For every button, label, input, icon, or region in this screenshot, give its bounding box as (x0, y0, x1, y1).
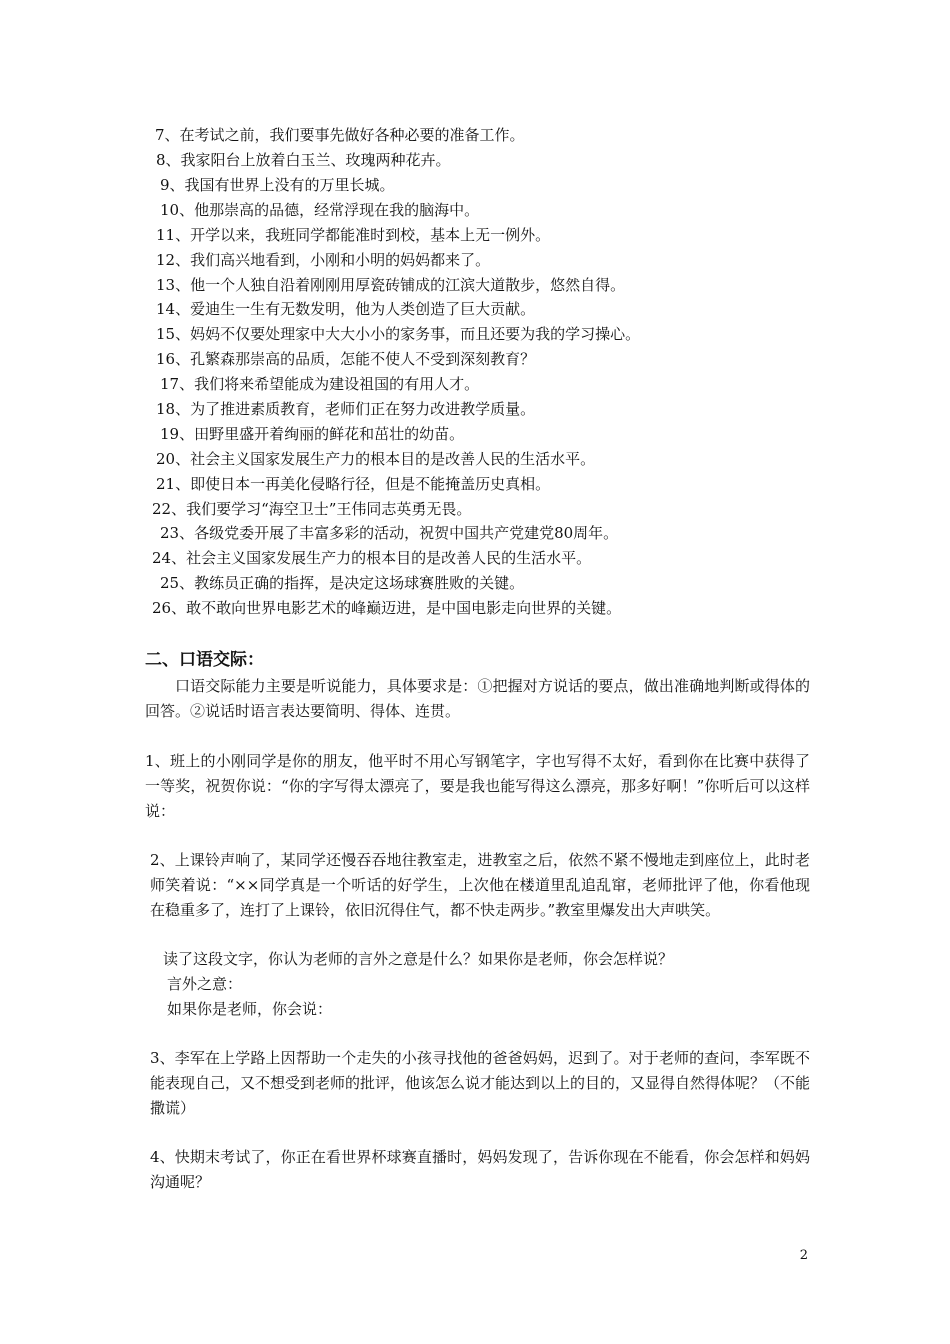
list-item: 17、我们将来希望能成为建设祖国的有用人才。 (160, 375, 480, 393)
question-2-answer-label-teacher: 如果你是老师，你会说： (167, 1000, 333, 1018)
question-3: 3、李军在上学路上因帮助一个走失的小孩寻找他的爸爸妈妈，迟到了。对于老师的查问，李军既不能表现自己，又不想受到老师的批评，他该怎么说才能达到以上的目的，又显得自然得体呢？（不能撒谎） (150, 1049, 811, 1117)
list-item: 14、爱迪生一生有无数发明，他为人类创造了巨大贡献。 (156, 300, 536, 318)
list-item: 10、他那崇高的品德，经常浮现在我的脑海中。 (160, 201, 480, 219)
list-item: 13、他一个人独自沿着刚刚用厚瓷砖铺成的江滨大道散步，悠然自得。 (156, 276, 626, 294)
section-heading: 二、口语交际： (145, 650, 264, 670)
intro-paragraph: 口语交际能力主要是听说能力，具体要求是：①把握对方说话的要点，做出准确地判断或得体的回答。②说话时语言表达要简明、得体、连贯。 (145, 677, 810, 720)
list-item: 8、我家阳台上放着白玉兰、玫瑰两种花卉。 (156, 151, 451, 169)
list-item: 19、田野里盛开着绚丽的鲜花和茁壮的幼苗。 (160, 425, 465, 443)
page-number: 2 (799, 1248, 808, 1263)
list-item: 18、为了推进素质教育，老师们正在努力改进教学质量。 (156, 400, 536, 418)
list-item: 23、各级党委开展了丰富多彩的活动，祝贺中国共产党建党80周年。 (160, 524, 619, 542)
list-item: 26、敢不敢向世界电影艺术的峰巅迈进，是中国电影走向世界的关键。 (152, 599, 622, 617)
list-item: 16、孔繁森那崇高的品质，怎能不使人不受到深刻教育？ (156, 350, 536, 368)
question-2: 2、上课铃声响了，某同学还慢吞吞地往教室走，进教室之后，依然不紧不慢地走到座位上，此时老师笑着说：“××同学真是一个听话的好学生，上次他在楼道里乱追乱窜，老师批评了他，你看他现在稳重多了，连打了上课铃，依旧沉得住气，都不快走两步。”教室里爆发出大声哄笑。 (150, 851, 810, 919)
list-item: 15、妈妈不仅要处理家中大大小小的家务事，而且还要为我的学习操心。 (156, 325, 641, 343)
list-item: 20、社会主义国家发展生产力的根本目的是改善人民的生活水平。 (156, 450, 596, 468)
list-item: 12、我们高兴地看到，小刚和小明的妈妈都来了。 (156, 251, 491, 269)
question-4: 4、快期末考试了，你正在看世界杯球赛直播时，妈妈发现了，告诉你现在不能看，你会怎样和妈妈沟通呢？ (150, 1148, 810, 1191)
list-item: 21、即使日本一再美化侵略行径，但是不能掩盖历史真相。 (156, 475, 551, 493)
list-item: 24、社会主义国家发展生产力的根本目的是改善人民的生活水平。 (152, 549, 592, 567)
question-2-prompt: 读了这段文字，你认为老师的言外之意是什么？如果你是老师，你会怎样说？ (163, 950, 674, 968)
list-item: 11、开学以来，我班同学都能准时到校，基本上无一例外。 (156, 226, 551, 244)
question-2-answer-label-implication: 言外之意： (167, 975, 243, 993)
list-item: 9、我国有世界上没有的万里长城。 (160, 176, 395, 194)
question-1: 1、班上的小刚同学是你的朋友，他平时不用心写钢笔字，字也写得不太好，看到你在比赛中获得了一等奖，祝贺你说：“你的字写得太漂亮了，要是我也能写得这么漂亮，那多好啊！”你听后可以这样说： (145, 752, 810, 820)
list-item: 7、在考试之前，我们要事先做好各种必要的准备工作。 (155, 126, 525, 144)
list-item: 22、我们要学习“海空卫士”王伟同志英勇无畏。 (152, 500, 472, 518)
list-item: 25、教练员正确的指挥，是决定这场球赛胜败的关键。 (160, 574, 525, 592)
